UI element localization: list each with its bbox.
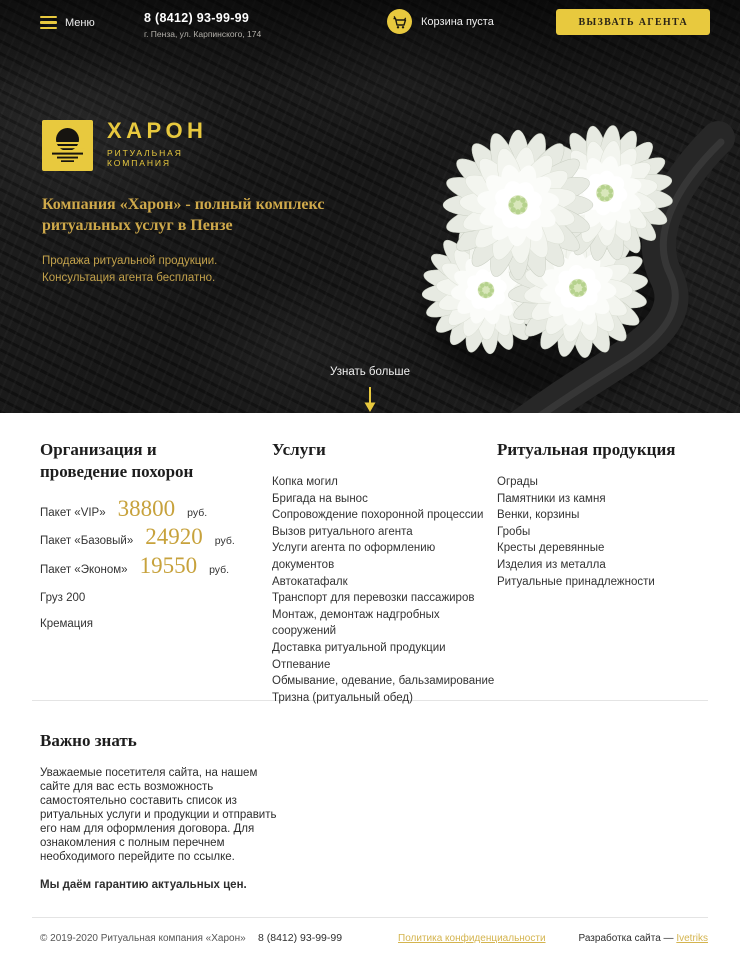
package-list xyxy=(40,496,272,578)
package-label[interactable]: Пакет «VIP» xyxy=(40,507,106,519)
list-item[interactable]: Сопровождение похоронной процессии xyxy=(272,509,484,522)
guarantee-text: Мы даём гарантию актуальных цен. xyxy=(40,879,247,891)
privacy-policy-link[interactable]: Политика конфиденциальности xyxy=(398,932,546,944)
package-currency: руб. xyxy=(209,563,230,576)
list-item[interactable]: Обмывание, одевание, бальзамирование xyxy=(272,675,495,688)
package-row xyxy=(40,524,272,549)
list-item[interactable]: Ритуальные принадлежности xyxy=(497,575,655,588)
list-item[interactable]: Гробы xyxy=(497,525,531,538)
list-item[interactable]: Венки, корзины xyxy=(497,509,580,522)
list-item[interactable]: Кресты деревянные xyxy=(497,542,605,555)
package-label[interactable]: Пакет «Эконом» xyxy=(40,563,128,576)
funerals-column xyxy=(40,439,272,700)
list-item[interactable]: Памятники из камня xyxy=(497,492,606,505)
call-agent-button[interactable]: ВЫЗВАТЬ АГЕНТА xyxy=(556,9,710,35)
dev-credit-link[interactable]: Ivetriks xyxy=(676,932,708,944)
notice-paragraph: Уважаемые посетителя сайта, на нашем сайте для вас есть возможность самостоятельно составить список из ритуальных услуги и продукции и отправить его нам для оформления договора. Для ознакомления с полным перечнем необходимого перейдите по ссылке. xyxy=(40,767,277,863)
learn-more-link[interactable]: Узнать больше xyxy=(0,362,740,413)
list-item[interactable]: Отпевание xyxy=(272,658,331,671)
products-column xyxy=(497,439,700,700)
logo-sun-icon xyxy=(42,120,93,171)
logo-text xyxy=(107,120,207,168)
header-contact xyxy=(144,11,261,39)
list-item[interactable]: Автокатафалк xyxy=(272,575,348,588)
package-price: 24920 xyxy=(145,524,203,550)
catalog-section xyxy=(0,413,740,704)
list-item[interactable]: Услуги агента по оформлению документов xyxy=(272,542,436,571)
services-heading: Услуги xyxy=(272,440,326,459)
list-item[interactable]: Бригада на вынос xyxy=(272,492,368,505)
list-item[interactable]: Ограды xyxy=(497,476,538,488)
privacy-policy-cell xyxy=(398,933,568,944)
menu-label: Меню xyxy=(65,16,95,29)
funerals-heading: Организация и проведение похорон xyxy=(40,440,194,481)
extra-item-list xyxy=(40,592,272,630)
list-item[interactable]: Тризна (ритуальный обед) xyxy=(272,691,413,704)
list-item[interactable]: Груз 200 xyxy=(40,591,86,604)
page-title: Компания «Харон» - полный комплекс ритуальных услуг в Пензе xyxy=(42,196,325,234)
hamburger-icon xyxy=(40,16,57,29)
footer-phone[interactable]: 8 (8412) 93-99-99 xyxy=(258,932,343,944)
package-currency: руб. xyxy=(214,535,235,548)
list-item[interactable]: Транспорт для перевозки пассажиров xyxy=(272,592,475,605)
notice-section xyxy=(0,701,740,917)
services-list xyxy=(272,474,497,706)
menu-button[interactable] xyxy=(40,16,95,29)
list-item[interactable]: Вызов ритуального агента xyxy=(272,525,413,538)
services-column xyxy=(272,439,497,704)
notice-heading: Важно знать xyxy=(40,731,137,750)
flowers-layer xyxy=(408,108,695,380)
cart-icon xyxy=(387,9,412,34)
list-item[interactable]: Копка могил xyxy=(272,476,338,488)
package-price: 38800 xyxy=(117,496,176,521)
list-item[interactable]: Доставка ритуальной продукции xyxy=(272,641,446,654)
copyright: © 2019-2020 Ритуальная компания «Харон» xyxy=(40,932,246,944)
package-label[interactable]: Пакет «Базовый» xyxy=(40,535,134,548)
cart-button[interactable] xyxy=(387,9,494,34)
logo[interactable] xyxy=(42,120,207,171)
header-address: г. Пенза, ул. Карпинского, 174 xyxy=(144,29,262,39)
list-item[interactable]: Изделия из металла xyxy=(497,558,606,571)
footer xyxy=(0,918,740,958)
products-list xyxy=(497,474,700,590)
header-phone[interactable]: 8 (8412) 93-99-99 xyxy=(144,11,250,25)
dev-credit-prefix: Разработка сайта — xyxy=(578,932,677,944)
package-row xyxy=(40,553,272,578)
arrow-down-icon xyxy=(362,387,378,413)
package-row xyxy=(40,496,272,521)
logo-title: ХАРОН xyxy=(107,118,208,143)
package-currency: руб. xyxy=(187,507,208,519)
logo-subtitle: РИТУАЛЬНАЯ КОМПАНИЯ xyxy=(107,148,183,169)
list-item[interactable]: Монтаж, демонтаж надгробных сооружений xyxy=(272,608,440,638)
package-price: 19550 xyxy=(139,552,198,578)
hero-section xyxy=(0,0,740,413)
products-heading: Ритуальная продукция xyxy=(497,440,676,459)
hero-subtitle: Продажа ритуальной продукции. Консультация агента бесплатно. xyxy=(42,255,218,284)
dev-credit xyxy=(579,933,708,944)
cart-status: Корзина пуста xyxy=(421,15,494,28)
list-item[interactable]: Кремация xyxy=(40,617,94,630)
